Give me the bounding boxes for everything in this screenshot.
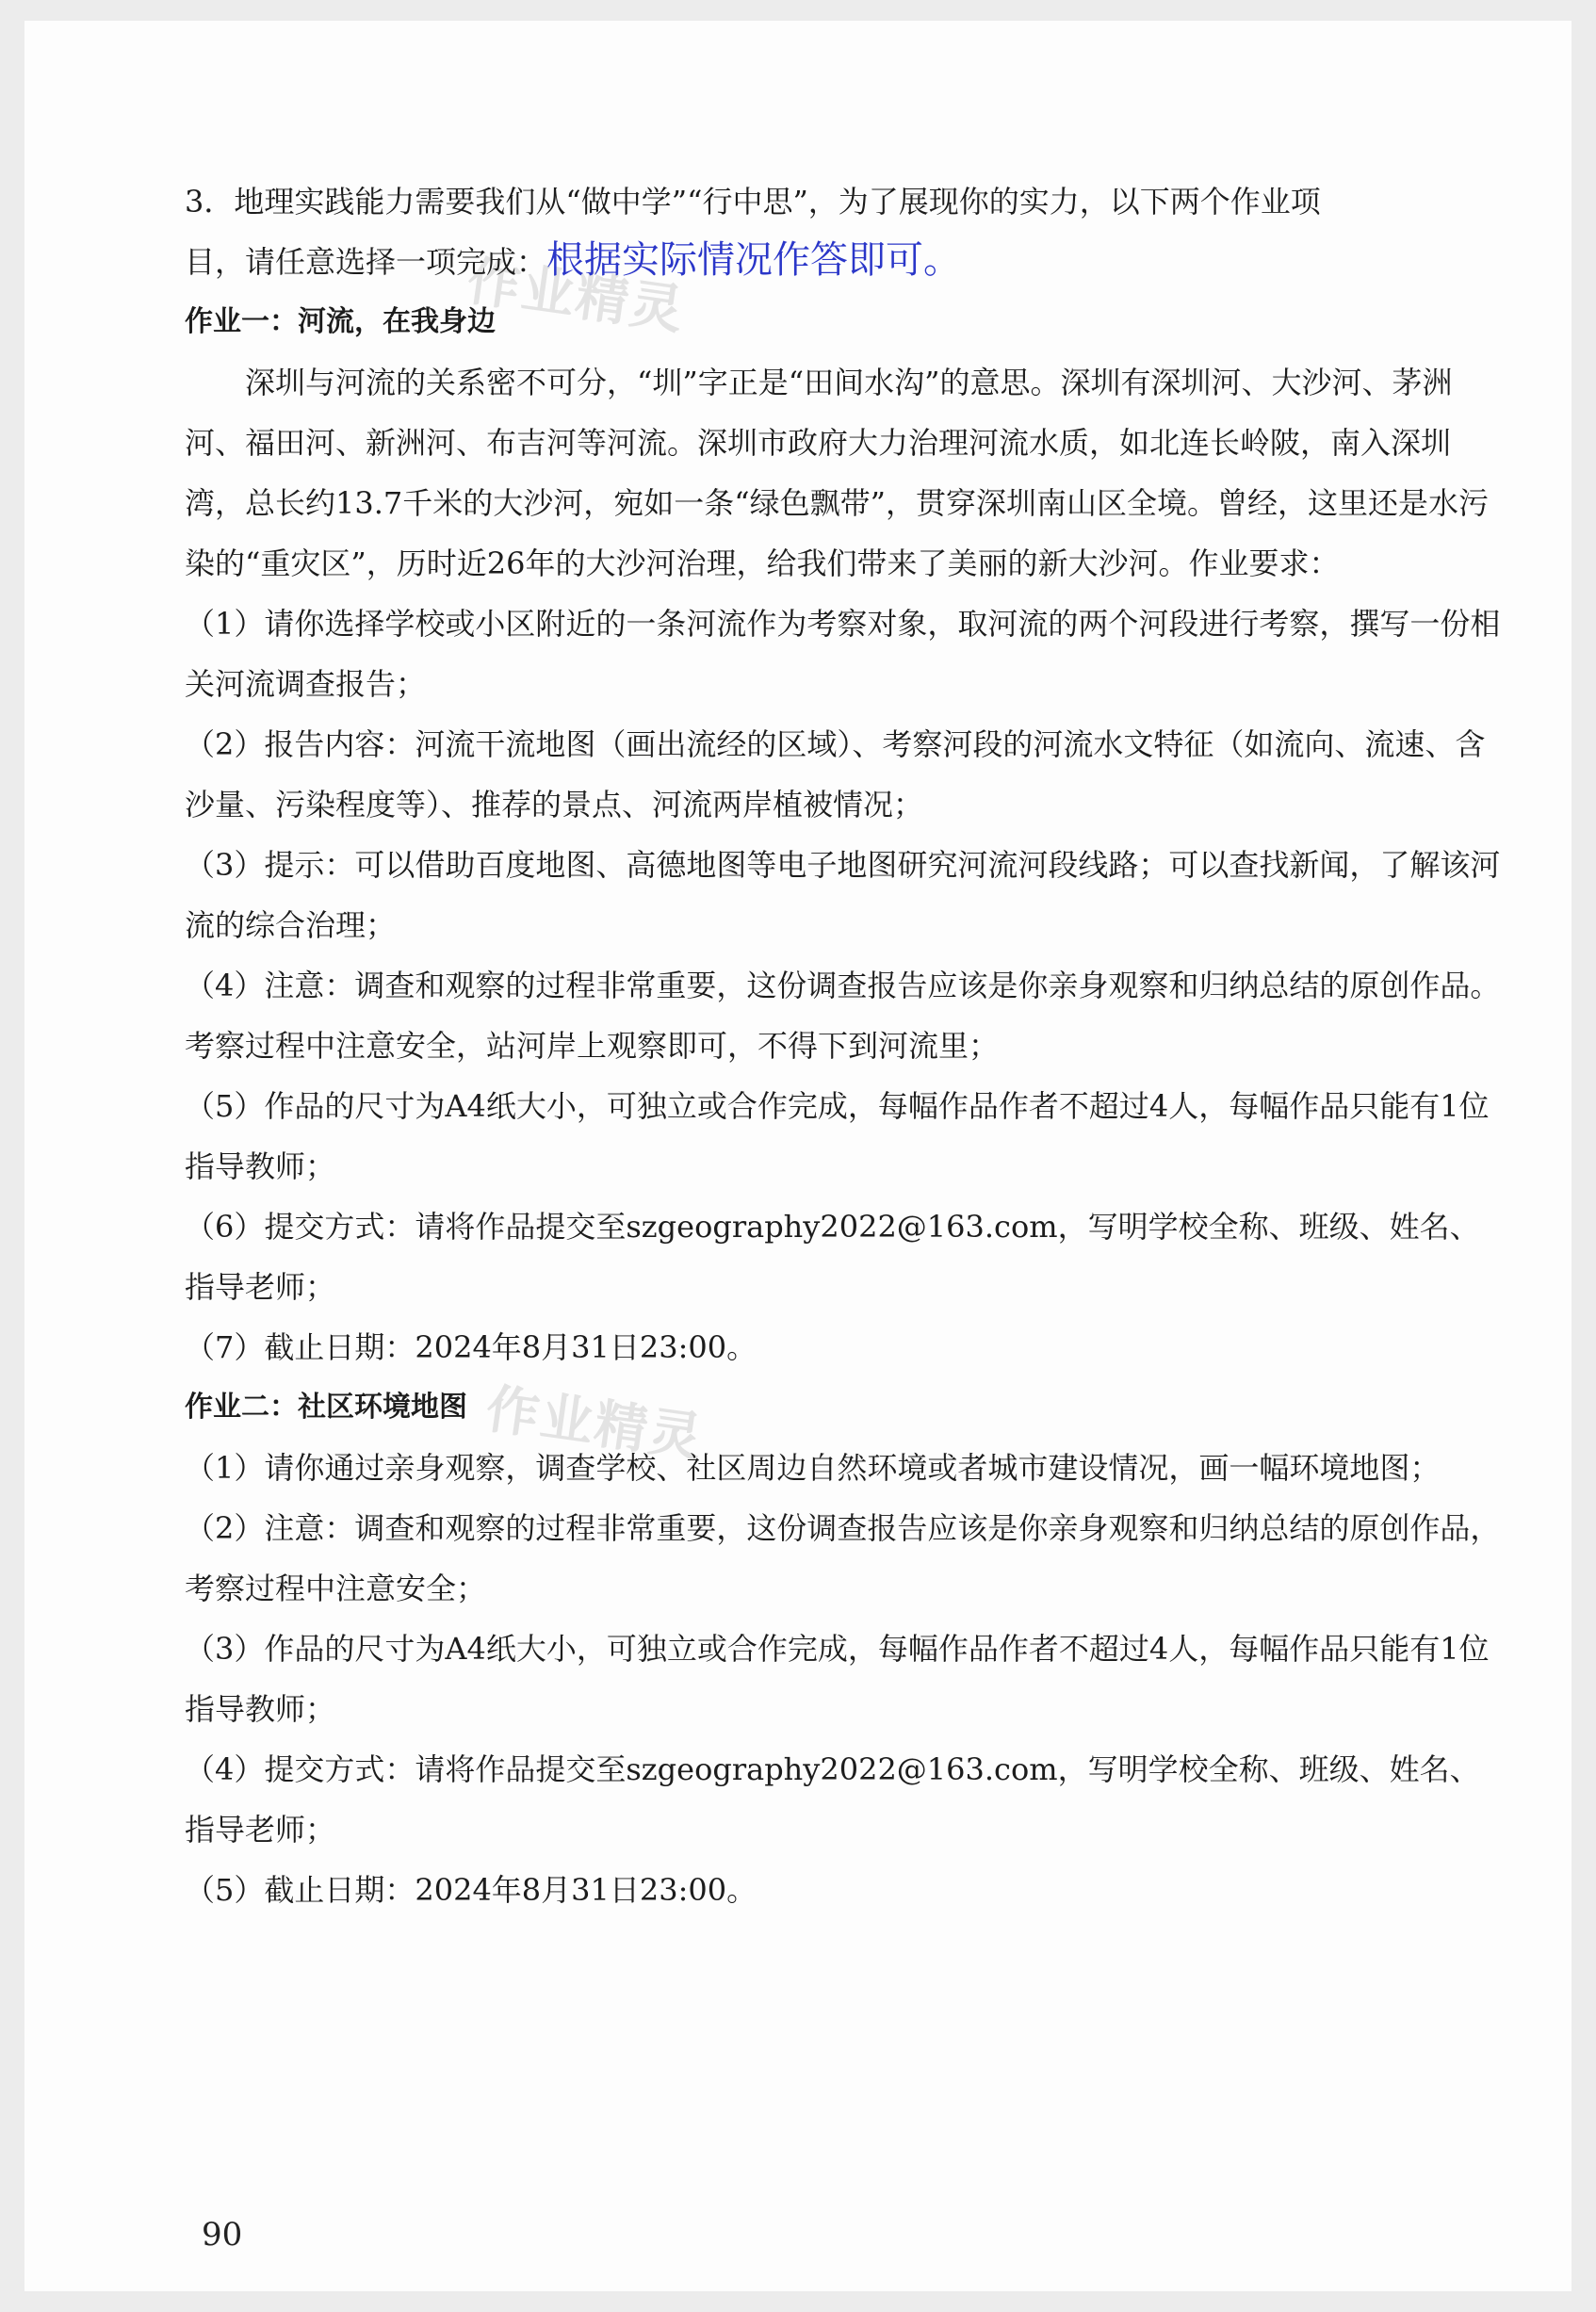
homework1-item: （7）截止日期：2024年8月31日23:00。	[185, 1329, 757, 1365]
handwritten-answer: 根据实际情况作答即可。	[546, 238, 962, 282]
homework2-item: （2）注意：调查和观察的过程非常重要，这份调查报告应该是你亲身观察和归纳总结的原创作品，考察过程中注意安全；	[185, 1510, 1501, 1606]
homework2-item: （5）截止日期：2024年8月31日23:00。	[185, 1872, 757, 1908]
question-intro-line1: 3．地理实践能力需要我们从“做中学”“行中思”，为了展现你的实力，以下两个作业项	[185, 184, 1321, 220]
document-page	[24, 21, 1572, 2291]
watermark: 作业精灵	[463, 251, 689, 342]
document-body	[185, 171, 1504, 1920]
homework1-item: （2）报告内容：河流干流地图（画出流经的区域）、考察河段的河流水文特征（如流向、流速、含沙量、污染程度等）、推荐的景点、河流两岸植被情况；	[185, 726, 1486, 822]
homework2-item: （1）请你通过亲身观察，调查学校、社区周边自然环境或者城市建设情况，画一幅环境地图；	[185, 1450, 1441, 1486]
homework1-item: （1）请你选择学校或小区附近的一条河流作为考察对象，取河流的两个河段进行考察，撰写一份相关河流调查报告；	[185, 606, 1501, 702]
homework1-paragraph: 深圳与河流的关系密不可分，“圳”字正是“田间水沟”的意思。深圳有深圳河、大沙河、茅洲河、福田河、新洲河、布吉河等河流。深圳市政府大力治理河流水质，如北连长岭陂，南入深圳湾，总长约13.7千米的大沙河，宛如一条“绿色飘带”，贯穿深圳南山区全境。曾经，这里还是水污染的“重灾区”，历时近26年的大沙河治理，给我们带来了美丽的新大沙河。作业要求：	[185, 365, 1489, 581]
homework1-title: 作业一：河流，在我身边	[185, 305, 496, 338]
homework2-item: （4）提交方式：请将作品提交至szgeography2022@163.com，写明学校全称、班级、姓名、指导老师；	[185, 1751, 1480, 1848]
homework1-item: （4）注意：调查和观察的过程非常重要，这份调查报告应该是你亲身观察和归纳总结的原创作品。考察过程中注意安全，站河岸上观察即可，不得下到河流里；	[185, 968, 1501, 1064]
homework1-item: （6）提交方式：请将作品提交至szgeography2022@163.com，写明学校全称、班级、姓名、指导老师；	[185, 1209, 1480, 1305]
homework1-item: （3）提示：可以借助百度地图、高德地图等电子地图研究河流河段线路；可以查找新闻，了解该河流的综合治理；	[185, 847, 1501, 943]
homework2-title: 作业二：社区环境地图	[185, 1391, 467, 1424]
page-number: 90	[202, 2216, 243, 2254]
question-intro-line2: 目，请任意选择一项完成：	[185, 244, 547, 280]
watermark: 作业精灵	[481, 1378, 708, 1470]
question-intro	[185, 171, 1504, 292]
homework1-item: （5）作品的尺寸为A4纸大小，可独立或合作完成，每幅作品作者不超过4人，每幅作品只能有1位指导教师；	[185, 1088, 1490, 1184]
homework2-item: （3）作品的尺寸为A4纸大小，可独立或合作完成，每幅作品作者不超过4人，每幅作品只能有1位指导教师；	[185, 1631, 1490, 1727]
